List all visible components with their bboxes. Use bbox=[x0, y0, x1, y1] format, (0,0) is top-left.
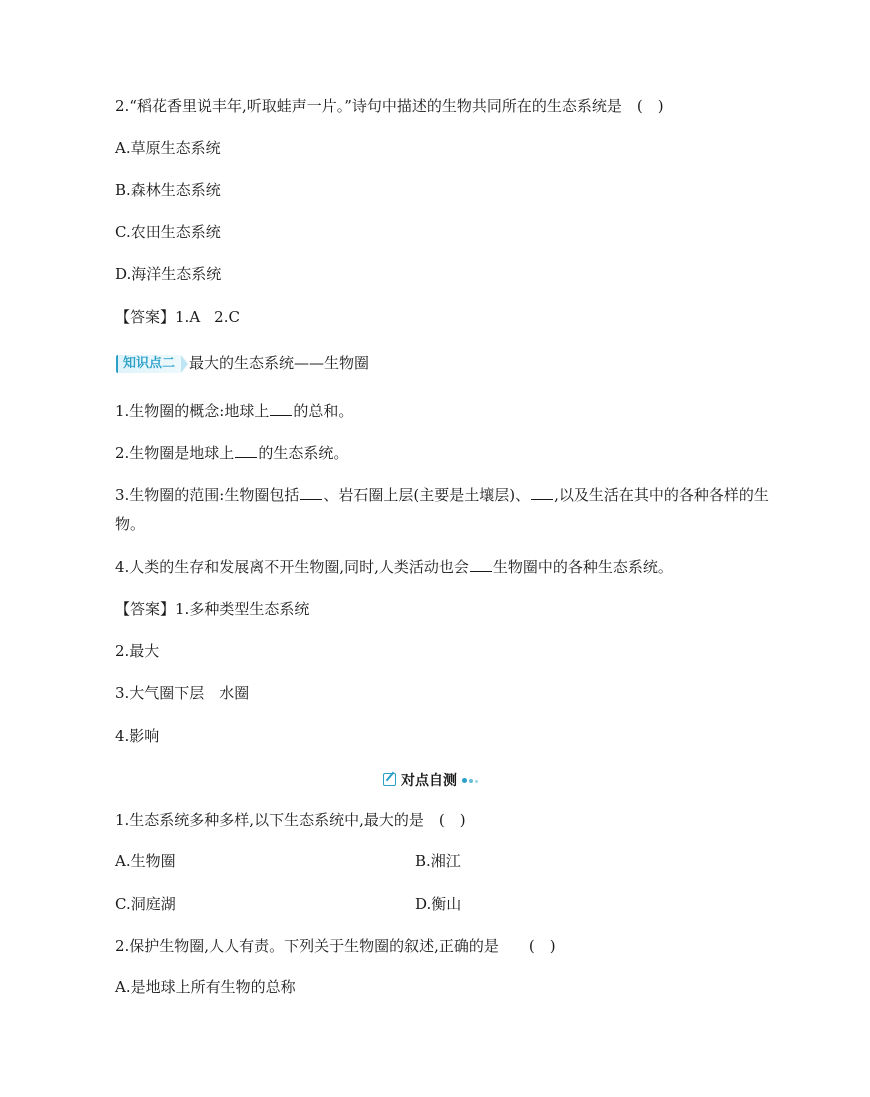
answer-point-3: 3.大气圈下层 水圈 bbox=[115, 684, 250, 702]
answer-point-1: 1.多种类型生态系统 bbox=[175, 600, 310, 618]
answer-point-4: 4.影响 bbox=[115, 727, 160, 745]
test-question-2-option-a: A.是地球上所有生物的总称 bbox=[115, 978, 296, 996]
question-2-stem: 2.“稻花香里说丰年,听取蛙声一片。”诗句中描述的生物共同所在的生态系统是 ( ) bbox=[115, 97, 664, 115]
point-1-text-end: 的总和。 bbox=[293, 402, 354, 420]
point-3-text-mid: 、岩石圈上层(主要是土壤层)、 bbox=[323, 486, 531, 504]
test-question-1-option-a: A.生物圈 bbox=[115, 852, 176, 870]
knowledge-point-title: 最大的生态系统——生物圈 bbox=[189, 354, 370, 372]
answer-tag: 【答案】 bbox=[115, 600, 176, 618]
point-2-text: 2.生物圈是地球上 bbox=[115, 444, 235, 462]
test-question-2-stem: 2.保护生物圈,人人有责。下列关于生物圈的叙述,正确的是 ( ) bbox=[115, 937, 556, 955]
self-test-title: 对点自测 bbox=[401, 773, 457, 789]
answer-line-1 bbox=[115, 307, 240, 327]
answer-point-2: 2.最大 bbox=[115, 642, 160, 660]
point-1 bbox=[115, 401, 353, 421]
answer-tag: 【答案】 bbox=[115, 308, 176, 326]
point-3 bbox=[115, 485, 769, 505]
fill-blank bbox=[270, 401, 292, 416]
point-2 bbox=[115, 443, 348, 463]
point-1-text: 1.生物圈的概念:地球上 bbox=[115, 402, 270, 420]
point-2-text-end: 的生态系统。 bbox=[258, 444, 349, 462]
self-test-heading bbox=[383, 769, 480, 791]
question-2-option-c: C.农田生态系统 bbox=[115, 223, 221, 241]
fill-blank bbox=[300, 485, 322, 500]
point-3-text-end: ,以及生活在其中的各种各样的生 bbox=[554, 486, 769, 504]
question-2-option-b: B.森林生态系统 bbox=[115, 181, 221, 199]
fill-blank bbox=[470, 557, 492, 572]
question-2-option-d: D.海洋生态系统 bbox=[115, 265, 222, 283]
fill-blank bbox=[531, 485, 553, 500]
answer-1: 1.A bbox=[175, 308, 201, 326]
answer-2: 2.C bbox=[214, 308, 240, 326]
point-4 bbox=[115, 557, 673, 577]
point-3-text: 3.生物圈的范围:生物圈包括 bbox=[115, 486, 300, 504]
pencil-icon bbox=[383, 773, 396, 786]
fill-blank bbox=[235, 443, 257, 458]
knowledge-point-heading bbox=[116, 353, 369, 373]
answer-block-2-line-1 bbox=[115, 599, 309, 619]
test-question-1-option-b: B.湘江 bbox=[415, 852, 461, 870]
test-question-1-option-c: C.洞庭湖 bbox=[115, 895, 176, 913]
dots-decoration-icon bbox=[462, 769, 480, 789]
knowledge-point-badge: 知识点二 bbox=[116, 355, 181, 373]
test-question-1-stem: 1.生态系统多种多样,以下生态系统中,最大的是 ( ) bbox=[115, 811, 466, 829]
test-question-1-option-d: D.衡山 bbox=[415, 895, 462, 913]
question-2-option-a: A.草原生态系统 bbox=[115, 139, 221, 157]
point-4-text: 4.人类的生存和发展离不开生物圈,同时,人类活动也会 bbox=[115, 558, 469, 576]
point-4-text-end: 生物圈中的各种生态系统。 bbox=[492, 558, 673, 576]
point-3-continued: 物。 bbox=[115, 515, 146, 533]
